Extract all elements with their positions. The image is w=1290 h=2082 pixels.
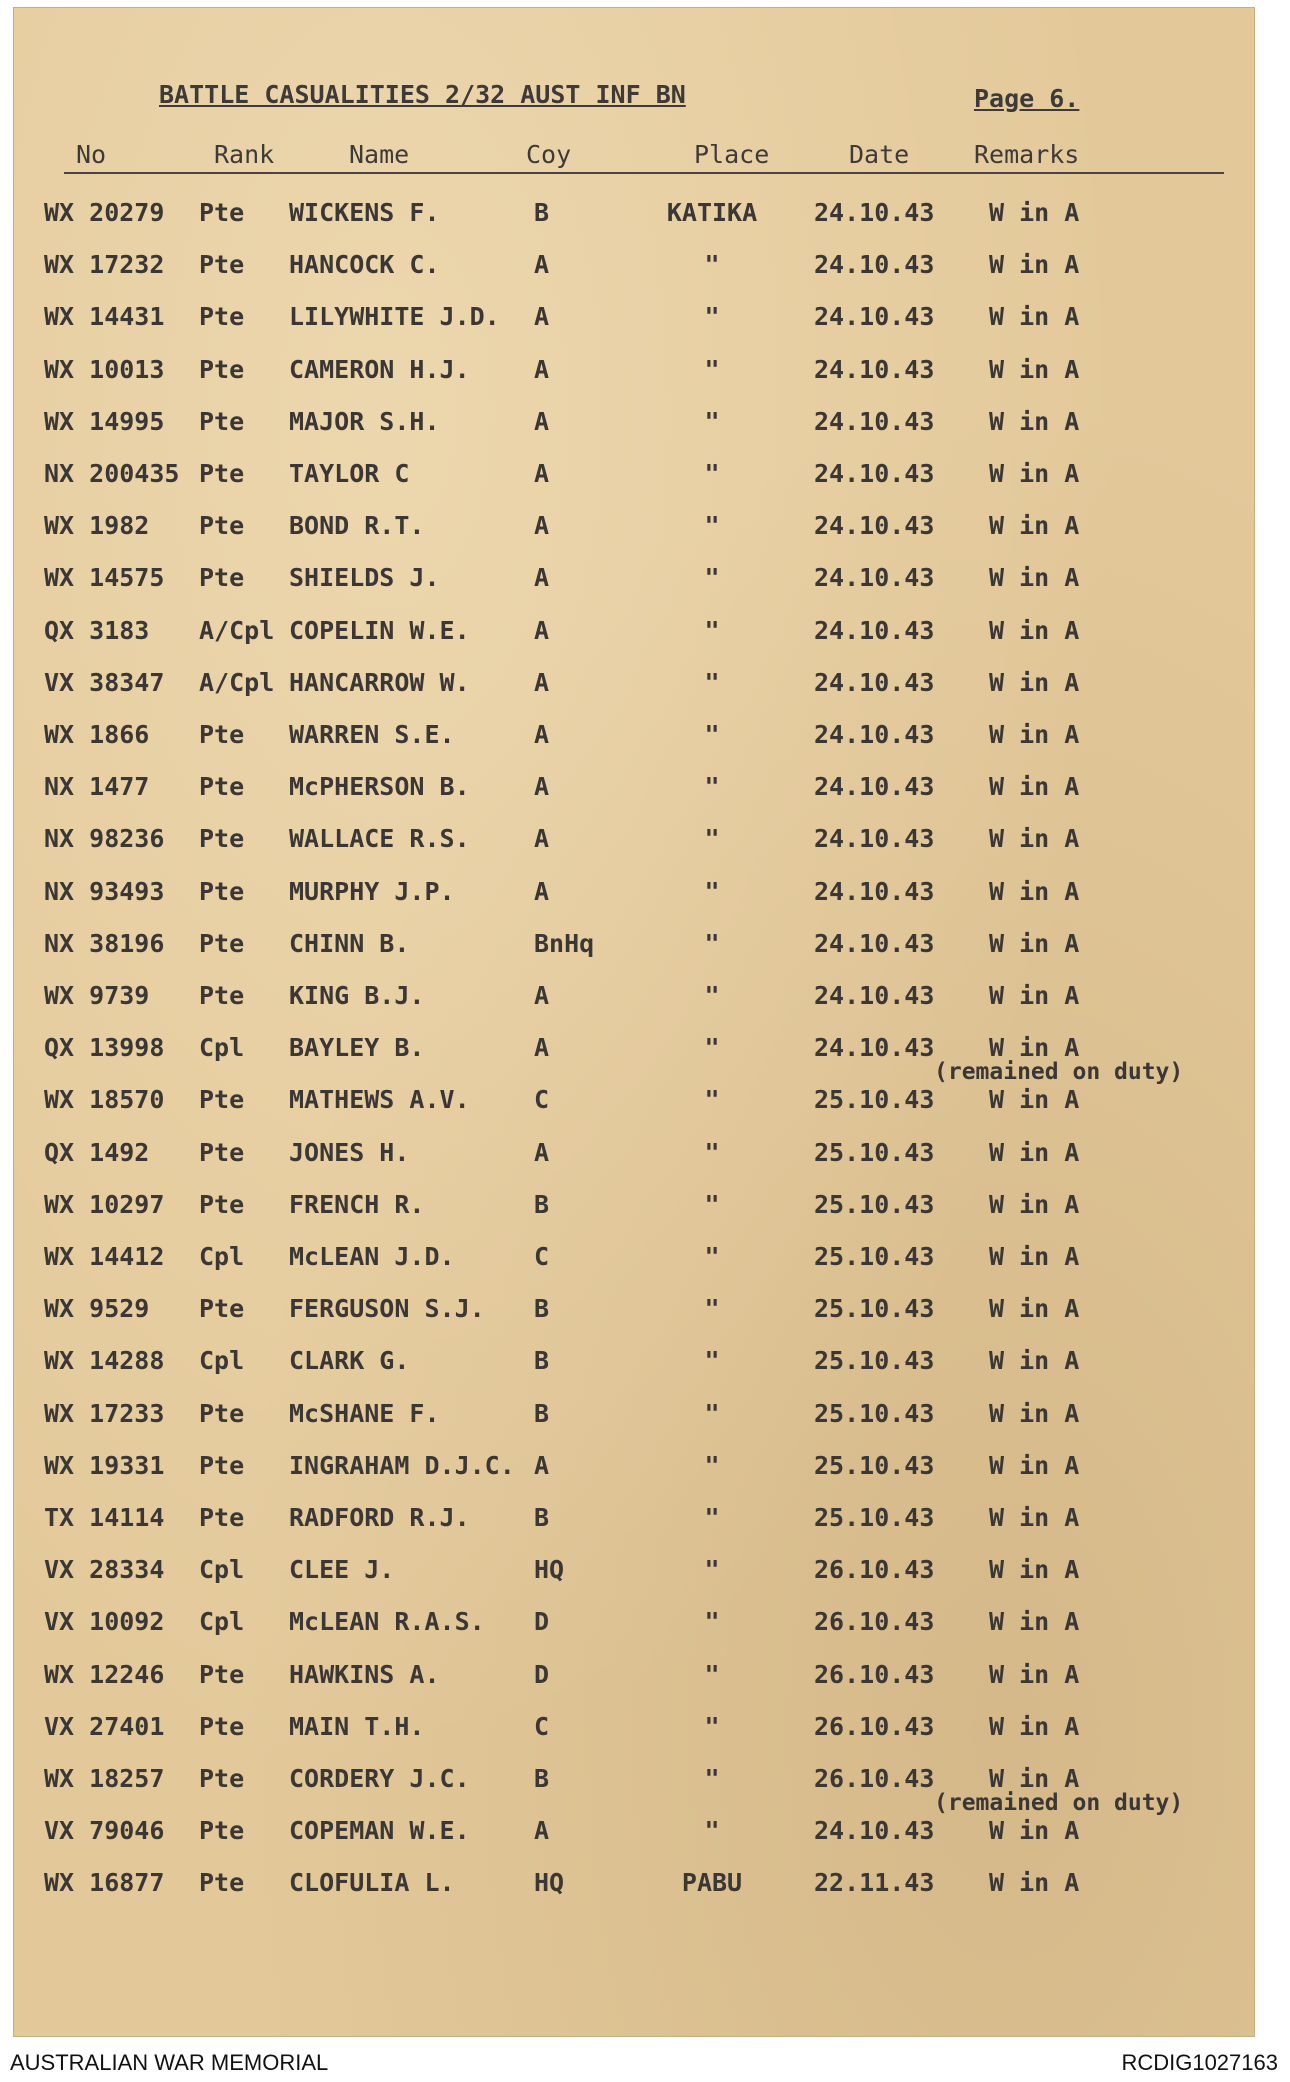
cell-remarks: W in A bbox=[989, 1868, 1080, 1897]
cell-name: LILYWHITE J.D. bbox=[289, 302, 500, 331]
column-header-no: No bbox=[76, 140, 107, 169]
cell-remarks: W in A bbox=[989, 302, 1080, 331]
cell-name: FRENCH R. bbox=[289, 1190, 425, 1219]
cell-no: WX 9529 bbox=[44, 1294, 150, 1323]
cell-no: WX 17233 bbox=[44, 1399, 165, 1428]
cell-coy: B bbox=[534, 1399, 550, 1428]
cell-rank: Pte bbox=[199, 1190, 245, 1219]
cell-place: " bbox=[704, 1503, 720, 1532]
cell-date: 25.10.43 bbox=[814, 1294, 935, 1323]
footer-credit: AUSTRALIAN WAR MEMORIAL bbox=[10, 2050, 329, 2075]
cell-date: 26.10.43 bbox=[814, 1712, 935, 1741]
cell-coy: C bbox=[534, 1085, 550, 1114]
column-header-coy: Coy bbox=[526, 140, 572, 169]
cell-coy: HQ bbox=[534, 1555, 565, 1584]
table-row bbox=[14, 1294, 1254, 1330]
cell-place: " bbox=[704, 1242, 720, 1271]
cell-coy: C bbox=[534, 1242, 550, 1271]
cell-name: FERGUSON S.J. bbox=[289, 1294, 485, 1323]
cell-coy: B bbox=[534, 1503, 550, 1532]
cell-name: CLARK G. bbox=[289, 1346, 410, 1375]
cell-rank: Pte bbox=[199, 459, 245, 488]
cell-date: 22.11.43 bbox=[814, 1868, 935, 1897]
table-row bbox=[14, 1555, 1254, 1591]
cell-coy: A bbox=[534, 511, 550, 540]
cell-no: TX 14114 bbox=[44, 1503, 165, 1532]
cell-no: VX 27401 bbox=[44, 1712, 165, 1741]
remark-note: (remained on duty) bbox=[934, 1790, 1184, 1816]
table-row bbox=[14, 407, 1254, 443]
cell-remarks: W in A bbox=[989, 1138, 1080, 1167]
cell-no: NX 200435 bbox=[44, 459, 180, 488]
cell-place: " bbox=[704, 720, 720, 749]
cell-name: HANCOCK C. bbox=[289, 250, 440, 279]
cell-date: 25.10.43 bbox=[814, 1085, 935, 1114]
cell-rank: A/Cpl bbox=[199, 616, 275, 645]
cell-date: 24.10.43 bbox=[814, 250, 935, 279]
cell-coy: A bbox=[534, 563, 550, 592]
cell-place: " bbox=[704, 824, 720, 853]
cell-rank: Pte bbox=[199, 772, 245, 801]
cell-rank: Pte bbox=[199, 355, 245, 384]
cell-no: QX 13998 bbox=[44, 1033, 165, 1062]
cell-no: WX 14431 bbox=[44, 302, 165, 331]
cell-coy: HQ bbox=[534, 1868, 565, 1897]
cell-remarks: W in A bbox=[989, 1346, 1080, 1375]
cell-place: " bbox=[704, 1085, 720, 1114]
cell-rank: Pte bbox=[199, 877, 245, 906]
cell-no: WX 1982 bbox=[44, 511, 150, 540]
cell-no: WX 14575 bbox=[44, 563, 165, 592]
cell-place: " bbox=[704, 511, 720, 540]
cell-date: 26.10.43 bbox=[814, 1764, 935, 1793]
cell-no: WX 1866 bbox=[44, 720, 150, 749]
table-row bbox=[14, 1868, 1254, 1904]
cell-coy: A bbox=[534, 250, 550, 279]
cell-no: WX 14288 bbox=[44, 1346, 165, 1375]
cell-date: 24.10.43 bbox=[814, 355, 935, 384]
cell-date: 24.10.43 bbox=[814, 511, 935, 540]
cell-name: McLEAN J.D. bbox=[289, 1242, 455, 1271]
cell-rank: Pte bbox=[199, 563, 245, 592]
cell-coy: A bbox=[534, 668, 550, 697]
cell-remarks: W in A bbox=[989, 1294, 1080, 1323]
cell-date: 25.10.43 bbox=[814, 1346, 935, 1375]
cell-coy: B bbox=[534, 1764, 550, 1793]
remark-note: (remained on duty) bbox=[934, 1059, 1184, 1085]
cell-rank: Pte bbox=[199, 1660, 245, 1689]
cell-rank: Pte bbox=[199, 929, 245, 958]
table-row bbox=[14, 720, 1254, 756]
cell-remarks: W in A bbox=[989, 981, 1080, 1010]
cell-rank: Cpl bbox=[199, 1607, 245, 1636]
cell-coy: A bbox=[534, 302, 550, 331]
cell-coy: B bbox=[534, 1190, 550, 1219]
cell-remarks: W in A bbox=[989, 1242, 1080, 1271]
cell-remarks: W in A bbox=[989, 407, 1080, 436]
cell-place: PABU bbox=[681, 1868, 743, 1897]
cell-place: " bbox=[704, 1451, 720, 1480]
cell-no: NX 38196 bbox=[44, 929, 165, 958]
cell-place: " bbox=[704, 563, 720, 592]
cell-name: INGRAHAM D.J.C. bbox=[289, 1451, 515, 1480]
cell-place: " bbox=[704, 1555, 720, 1584]
cell-rank: Pte bbox=[199, 1503, 245, 1532]
cell-date: 26.10.43 bbox=[814, 1660, 935, 1689]
cell-place: " bbox=[704, 1712, 720, 1741]
cell-place: " bbox=[704, 355, 720, 384]
cell-date: 25.10.43 bbox=[814, 1451, 935, 1480]
cell-place: " bbox=[704, 877, 720, 906]
table-row bbox=[14, 981, 1254, 1017]
cell-coy: A bbox=[534, 1033, 550, 1062]
cell-remarks: W in A bbox=[989, 720, 1080, 749]
table-row bbox=[14, 772, 1254, 808]
cell-date: 25.10.43 bbox=[814, 1242, 935, 1271]
cell-place: " bbox=[704, 1138, 720, 1167]
cell-rank: Pte bbox=[199, 1764, 245, 1793]
cell-name: COPELIN W.E. bbox=[289, 616, 470, 645]
cell-remarks: W in A bbox=[989, 772, 1080, 801]
table-row bbox=[14, 563, 1254, 599]
cell-coy: A bbox=[534, 877, 550, 906]
cell-coy: A bbox=[534, 459, 550, 488]
cell-date: 24.10.43 bbox=[814, 877, 935, 906]
cell-no: VX 79046 bbox=[44, 1816, 165, 1845]
cell-remarks: W in A bbox=[989, 877, 1080, 906]
cell-coy: C bbox=[534, 1712, 550, 1741]
cell-no: WX 20279 bbox=[44, 198, 165, 227]
cell-date: 24.10.43 bbox=[814, 824, 935, 853]
cell-name: McSHANE F. bbox=[289, 1399, 440, 1428]
cell-remarks: W in A bbox=[989, 824, 1080, 853]
cell-remarks: W in A bbox=[989, 1190, 1080, 1219]
cell-name: CLOFULIA L. bbox=[289, 1868, 455, 1897]
cell-no: WX 12246 bbox=[44, 1660, 165, 1689]
cell-remarks: W in A bbox=[989, 1503, 1080, 1532]
cell-coy: B bbox=[534, 1346, 550, 1375]
cell-place: " bbox=[704, 616, 720, 645]
cell-no: WX 14995 bbox=[44, 407, 165, 436]
cell-remarks: W in A bbox=[989, 563, 1080, 592]
cell-rank: Pte bbox=[199, 511, 245, 540]
table-row bbox=[14, 1816, 1254, 1852]
cell-no: WX 10013 bbox=[44, 355, 165, 384]
table-row bbox=[14, 459, 1254, 495]
cell-rank: Pte bbox=[199, 1868, 245, 1897]
cell-no: WX 18257 bbox=[44, 1764, 165, 1793]
cell-remarks: W in A bbox=[989, 1399, 1080, 1428]
cell-remarks: W in A bbox=[989, 1451, 1080, 1480]
table-row bbox=[14, 1451, 1254, 1487]
cell-place: " bbox=[704, 1399, 720, 1428]
cell-no: VX 28334 bbox=[44, 1555, 165, 1584]
cell-rank: Cpl bbox=[199, 1555, 245, 1584]
cell-name: MAIN T.H. bbox=[289, 1712, 425, 1741]
cell-no: NX 93493 bbox=[44, 877, 165, 906]
cell-coy: D bbox=[534, 1607, 550, 1636]
cell-rank: Pte bbox=[199, 1712, 245, 1741]
cell-name: McPHERSON B. bbox=[289, 772, 470, 801]
cell-name: WALLACE R.S. bbox=[289, 824, 470, 853]
cell-date: 25.10.43 bbox=[814, 1503, 935, 1532]
table-row bbox=[14, 1138, 1254, 1174]
table-row bbox=[14, 250, 1254, 286]
cell-coy: A bbox=[534, 355, 550, 384]
cell-place: " bbox=[704, 772, 720, 801]
cell-date: 24.10.43 bbox=[814, 407, 935, 436]
cell-rank: Pte bbox=[199, 824, 245, 853]
table-row bbox=[14, 355, 1254, 391]
cell-remarks: W in A bbox=[989, 1816, 1080, 1845]
cell-no: QX 3183 bbox=[44, 616, 150, 645]
cell-name: BOND R.T. bbox=[289, 511, 425, 540]
cell-date: 24.10.43 bbox=[814, 720, 935, 749]
table-row bbox=[14, 1660, 1254, 1696]
cell-place: " bbox=[704, 302, 720, 331]
footer-bar bbox=[0, 2044, 1290, 2082]
cell-place: " bbox=[704, 407, 720, 436]
cell-name: McLEAN R.A.S. bbox=[289, 1607, 485, 1636]
cell-rank: Pte bbox=[199, 1451, 245, 1480]
cell-rank: Pte bbox=[199, 250, 245, 279]
cell-rank: Pte bbox=[199, 720, 245, 749]
cell-no: WX 17232 bbox=[44, 250, 165, 279]
cell-no: WX 14412 bbox=[44, 1242, 165, 1271]
cell-date: 26.10.43 bbox=[814, 1607, 935, 1636]
cell-place: " bbox=[704, 1190, 720, 1219]
table-row bbox=[14, 302, 1254, 338]
table-row bbox=[14, 1190, 1254, 1226]
cell-place: " bbox=[704, 981, 720, 1010]
table-row bbox=[14, 1085, 1254, 1121]
cell-rank: Pte bbox=[199, 1816, 245, 1845]
document-title: BATTLE CASUALITIES 2/32 AUST INF BN bbox=[159, 80, 686, 109]
cell-rank: Pte bbox=[199, 1138, 245, 1167]
column-header-rank: Rank bbox=[214, 140, 275, 169]
cell-remarks: W in A bbox=[989, 511, 1080, 540]
cell-coy: B bbox=[534, 198, 550, 227]
cell-name: HAWKINS A. bbox=[289, 1660, 440, 1689]
cell-place: " bbox=[704, 1346, 720, 1375]
cell-rank: Pte bbox=[199, 1085, 245, 1114]
cell-coy: A bbox=[534, 1451, 550, 1480]
cell-name: JONES H. bbox=[289, 1138, 410, 1167]
cell-no: NX 1477 bbox=[44, 772, 150, 801]
cell-date: 24.10.43 bbox=[814, 459, 935, 488]
cell-coy: A bbox=[534, 981, 550, 1010]
cell-no: WX 16877 bbox=[44, 1868, 165, 1897]
document-sheet bbox=[14, 8, 1254, 2036]
cell-rank: Cpl bbox=[199, 1242, 245, 1271]
cell-name: WICKENS F. bbox=[289, 198, 440, 227]
cell-rank: Pte bbox=[199, 198, 245, 227]
cell-place: " bbox=[704, 1816, 720, 1845]
cell-rank: Pte bbox=[199, 981, 245, 1010]
cell-rank: Pte bbox=[199, 1399, 245, 1428]
cell-name: MATHEWS A.V. bbox=[289, 1085, 470, 1114]
cell-date: 24.10.43 bbox=[814, 929, 935, 958]
cell-date: 26.10.43 bbox=[814, 1555, 935, 1584]
cell-name: KING B.J. bbox=[289, 981, 425, 1010]
table-row bbox=[14, 929, 1254, 965]
cell-no: WX 10297 bbox=[44, 1190, 165, 1219]
cell-date: 24.10.43 bbox=[814, 302, 935, 331]
cell-remarks: W in A bbox=[989, 198, 1080, 227]
cell-place: " bbox=[704, 1764, 720, 1793]
cell-remarks: W in A bbox=[989, 1660, 1080, 1689]
cell-remarks: W in A bbox=[989, 1607, 1080, 1636]
cell-name: MAJOR S.H. bbox=[289, 407, 440, 436]
cell-coy: A bbox=[534, 772, 550, 801]
cell-coy: A bbox=[534, 616, 550, 645]
cell-place: " bbox=[704, 459, 720, 488]
cell-name: COPEMAN W.E. bbox=[289, 1816, 470, 1845]
column-header-remarks: Remarks bbox=[974, 140, 1080, 169]
table-row bbox=[14, 1712, 1254, 1748]
cell-date: 24.10.43 bbox=[814, 616, 935, 645]
cell-name: HANCARROW W. bbox=[289, 668, 470, 697]
table-row bbox=[14, 1242, 1254, 1278]
column-header-row bbox=[64, 136, 1224, 174]
cell-place: " bbox=[704, 929, 720, 958]
cell-remarks: W in A bbox=[989, 355, 1080, 384]
cell-remarks: W in A bbox=[989, 668, 1080, 697]
cell-name: WARREN S.E. bbox=[289, 720, 455, 749]
column-header-place: Place bbox=[694, 140, 770, 169]
cell-date: 24.10.43 bbox=[814, 1033, 935, 1062]
cell-date: 24.10.43 bbox=[814, 981, 935, 1010]
cell-remarks: W in A bbox=[989, 1764, 1080, 1793]
table-row bbox=[14, 511, 1254, 547]
cell-remarks: W in A bbox=[989, 1033, 1080, 1062]
cell-rank: Cpl bbox=[199, 1346, 245, 1375]
cell-date: 24.10.43 bbox=[814, 198, 935, 227]
cell-no: VX 38347 bbox=[44, 668, 165, 697]
cell-place: " bbox=[704, 1660, 720, 1689]
cell-no: WX 19331 bbox=[44, 1451, 165, 1480]
cell-rank: Pte bbox=[199, 407, 245, 436]
cell-coy: A bbox=[534, 1816, 550, 1845]
table-row bbox=[14, 668, 1254, 704]
cell-remarks: W in A bbox=[989, 459, 1080, 488]
cell-name: CLEE J. bbox=[289, 1555, 395, 1584]
cell-name: TAYLOR C bbox=[289, 459, 410, 488]
cell-coy: A bbox=[534, 1138, 550, 1167]
cell-name: MURPHY J.P. bbox=[289, 877, 455, 906]
cell-date: 24.10.43 bbox=[814, 668, 935, 697]
cell-place: " bbox=[704, 1607, 720, 1636]
cell-place: " bbox=[704, 1294, 720, 1323]
cell-remarks: W in A bbox=[989, 616, 1080, 645]
footer-record-id: RCDIG1027163 bbox=[1121, 2050, 1278, 2075]
cell-coy: B bbox=[534, 1294, 550, 1323]
cell-place: " bbox=[704, 250, 720, 279]
cell-name: RADFORD R.J. bbox=[289, 1503, 470, 1532]
column-header-name: Name bbox=[349, 140, 410, 169]
cell-coy: D bbox=[534, 1660, 550, 1689]
cell-place: " bbox=[704, 668, 720, 697]
cell-name: CHINN B. bbox=[289, 929, 410, 958]
cell-coy: A bbox=[534, 407, 550, 436]
cell-remarks: W in A bbox=[989, 1555, 1080, 1584]
table-row bbox=[14, 1399, 1254, 1435]
page-number: Page 6. bbox=[974, 84, 1080, 113]
cell-date: 24.10.43 bbox=[814, 563, 935, 592]
cell-rank: A/Cpl bbox=[199, 668, 275, 697]
cell-remarks: W in A bbox=[989, 1085, 1080, 1114]
cell-rank: Cpl bbox=[199, 1033, 245, 1062]
cell-date: 25.10.43 bbox=[814, 1399, 935, 1428]
cell-coy: BnHq bbox=[534, 929, 595, 958]
table-row bbox=[14, 824, 1254, 860]
cell-remarks: W in A bbox=[989, 929, 1080, 958]
column-header-date: Date bbox=[849, 140, 910, 169]
table-row bbox=[14, 1503, 1254, 1539]
cell-date: 24.10.43 bbox=[814, 1816, 935, 1845]
cell-rank: Pte bbox=[199, 302, 245, 331]
cell-place: KATIKA bbox=[666, 198, 758, 227]
cell-remarks: W in A bbox=[989, 250, 1080, 279]
cell-date: 25.10.43 bbox=[814, 1190, 935, 1219]
cell-no: WX 9739 bbox=[44, 981, 150, 1010]
cell-rank: Pte bbox=[199, 1294, 245, 1323]
table-row bbox=[14, 198, 1254, 234]
cell-no: VX 10092 bbox=[44, 1607, 165, 1636]
table-row bbox=[14, 616, 1254, 652]
cell-name: SHIELDS J. bbox=[289, 563, 440, 592]
cell-coy: A bbox=[534, 720, 550, 749]
cell-date: 24.10.43 bbox=[814, 772, 935, 801]
table-row bbox=[14, 1346, 1254, 1382]
cell-no: WX 18570 bbox=[44, 1085, 165, 1114]
cell-date: 25.10.43 bbox=[814, 1138, 935, 1167]
cell-name: BAYLEY B. bbox=[289, 1033, 425, 1062]
table-row bbox=[14, 1607, 1254, 1643]
cell-coy: A bbox=[534, 824, 550, 853]
cell-name: CAMERON H.J. bbox=[289, 355, 470, 384]
cell-place: " bbox=[704, 1033, 720, 1062]
table-row bbox=[14, 877, 1254, 913]
cell-no: NX 98236 bbox=[44, 824, 165, 853]
cell-remarks: W in A bbox=[989, 1712, 1080, 1741]
cell-name: CORDERY J.C. bbox=[289, 1764, 470, 1793]
cell-no: QX 1492 bbox=[44, 1138, 150, 1167]
